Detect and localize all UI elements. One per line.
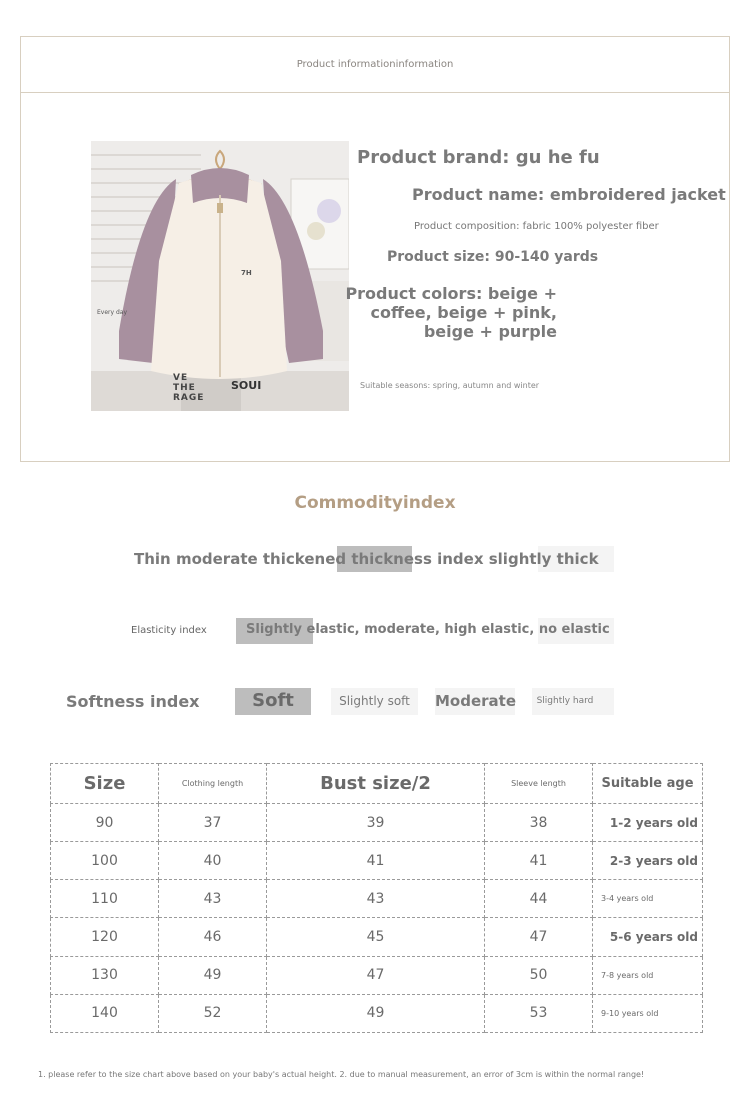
softness-option-slightly-hard: Slightly hard xyxy=(536,696,594,706)
table-row xyxy=(51,880,703,918)
divider xyxy=(21,92,729,93)
softness-label: Softness index xyxy=(66,692,200,711)
product-photo xyxy=(91,141,349,411)
softness-option-slightly-soft: Slightly soft xyxy=(339,694,410,708)
thickness-index: Thin moderate thickened thickness index slightly thick xyxy=(134,550,599,568)
product-brand: Product brand: gu he fu xyxy=(357,147,600,168)
cell-bust: 43 xyxy=(267,880,485,918)
commodity-index-title: Commodityindex xyxy=(294,493,456,513)
cell-size: 110 xyxy=(51,880,159,918)
table-header-row xyxy=(51,764,703,804)
svg-text:7H: 7H xyxy=(241,269,252,277)
cell-age: 7-8 years old xyxy=(593,956,703,994)
header-bust-size: Bust size/2 xyxy=(267,764,485,804)
cell-sleeve: 38 xyxy=(485,804,593,842)
cell-sleeve: 47 xyxy=(485,918,593,956)
cell-sleeve: 53 xyxy=(485,994,593,1032)
cell-sleeve: 50 xyxy=(485,956,593,994)
cell-size: 100 xyxy=(51,842,159,880)
cell-size: 130 xyxy=(51,956,159,994)
cell-length: 37 xyxy=(159,804,267,842)
cell-age: 9-10 years old xyxy=(593,994,703,1032)
cell-length: 46 xyxy=(159,918,267,956)
cell-age: 3-4 years old xyxy=(593,880,703,918)
cell-bust: 39 xyxy=(267,804,485,842)
cell-length: 52 xyxy=(159,994,267,1032)
table-row xyxy=(51,842,703,880)
table-row xyxy=(51,994,703,1032)
header-sleeve-length: Sleeve length xyxy=(485,764,593,804)
table-row xyxy=(51,918,703,956)
cell-length: 43 xyxy=(159,880,267,918)
cell-length: 49 xyxy=(159,956,267,994)
product-composition: Product composition: fabric 100% polyester fiber xyxy=(414,221,659,232)
cell-size: 140 xyxy=(51,994,159,1032)
cell-bust: 47 xyxy=(267,956,485,994)
table-row xyxy=(51,956,703,994)
cell-size: 120 xyxy=(51,918,159,956)
product-info-frame xyxy=(20,36,730,462)
size-chart-table xyxy=(50,763,703,1033)
cell-bust: 49 xyxy=(267,994,485,1032)
cell-age: 5-6 years old xyxy=(593,918,703,956)
board-text-right: SOUI xyxy=(231,379,262,392)
product-size: Product size: 90-140 yards xyxy=(387,249,599,265)
cell-age: 1-2 years old xyxy=(593,804,703,842)
header-suitable-age: Suitable age xyxy=(593,764,703,804)
cell-bust: 45 xyxy=(267,918,485,956)
header-clothing-length: Clothing length xyxy=(159,764,267,804)
cell-sleeve: 44 xyxy=(485,880,593,918)
board-text-left: VE THE RAGE xyxy=(173,373,205,403)
product-seasons: Suitable seasons: spring, autumn and winter xyxy=(360,381,540,390)
cell-size: 90 xyxy=(51,804,159,842)
elasticity-index: Slightly elastic, moderate, high elastic, no elastic xyxy=(246,622,610,637)
softness-option-moderate: Moderate xyxy=(435,692,517,710)
header-size: Size xyxy=(51,764,159,804)
elasticity-label: Elasticity index xyxy=(131,625,207,636)
cell-age: 2-3 years old xyxy=(593,842,703,880)
photo-tag-text: Every day xyxy=(97,309,127,316)
cell-length: 40 xyxy=(159,842,267,880)
product-colors: Product colors: beige + coffee, beige + pink, beige + purple xyxy=(345,284,557,341)
softness-option-soft: Soft xyxy=(252,690,294,711)
table-row xyxy=(51,804,703,842)
footnote: 1. please refer to the size chart above based on your baby's actual height. 2. due to manual measurement, an error of 3cm is within the normal range! xyxy=(38,1070,645,1079)
cell-sleeve: 41 xyxy=(485,842,593,880)
product-name: Product name: embroidered jacket xyxy=(412,185,726,204)
section-header: Product informationinformation xyxy=(296,59,454,70)
cell-bust: 41 xyxy=(267,842,485,880)
